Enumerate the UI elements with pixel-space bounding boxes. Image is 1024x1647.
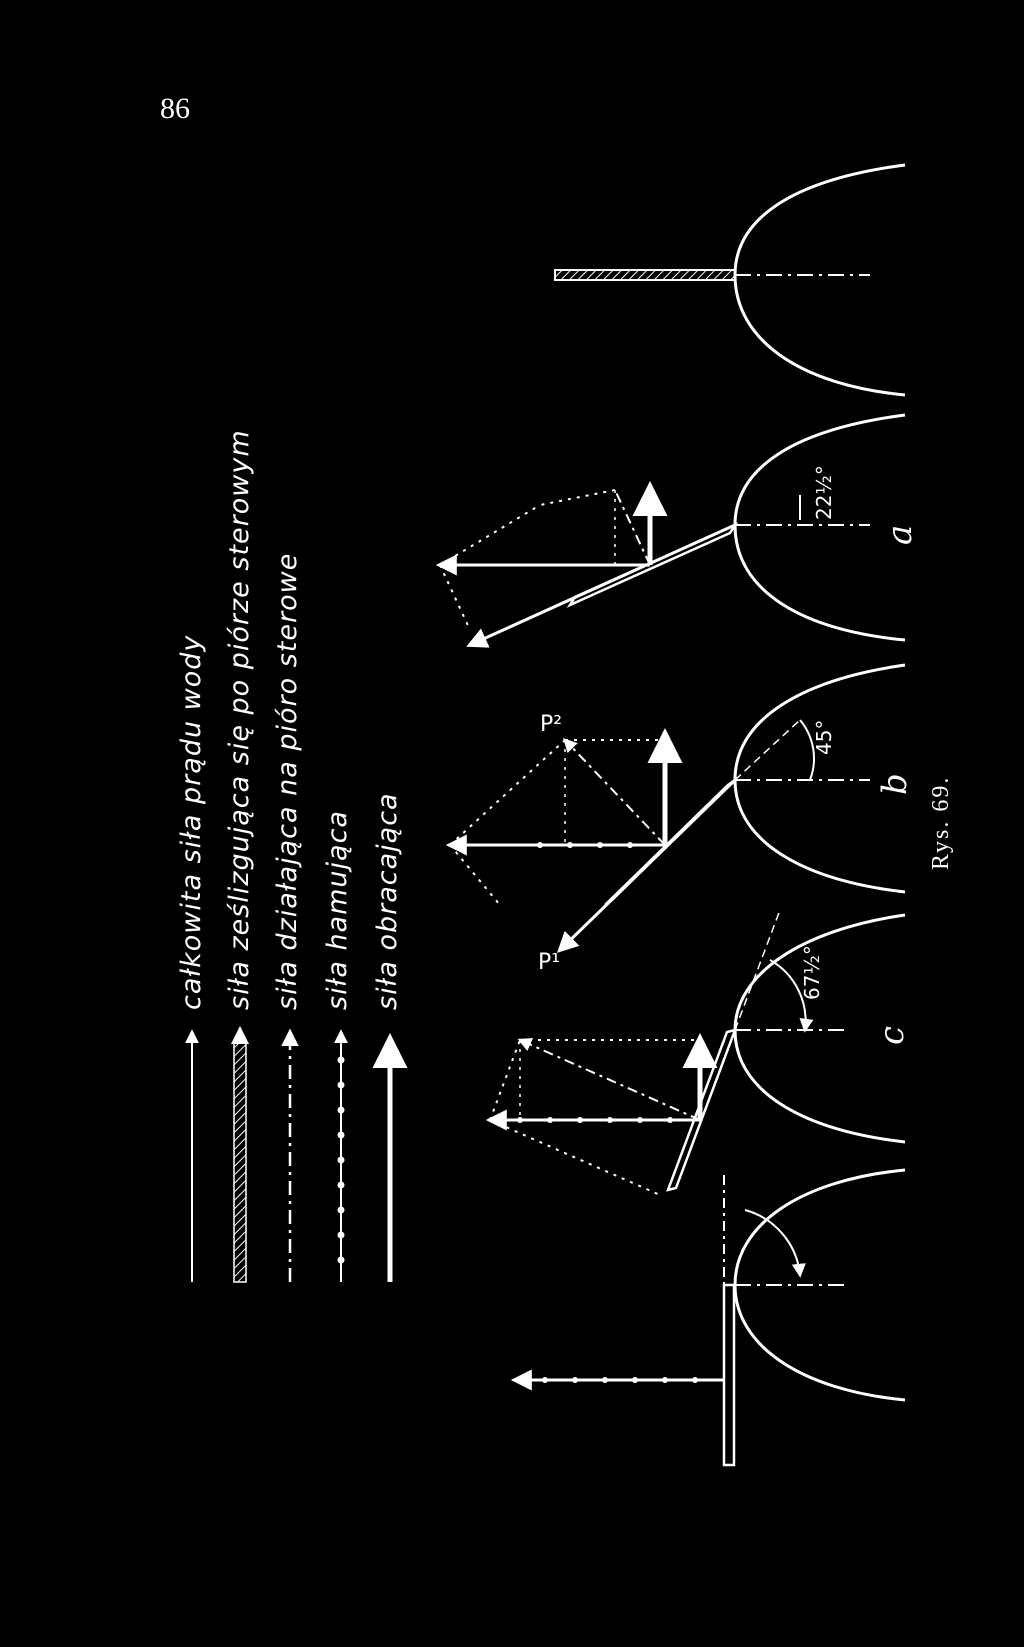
legend-label-2: siła ześlizgująca się po piórze sterowym (224, 429, 255, 1010)
case-bottom-vectors (515, 1175, 800, 1465)
legend-label-5: siła obracająca (372, 792, 403, 1010)
rudder-b (605, 780, 735, 905)
legend-arrow-hatched (231, 1026, 249, 1282)
case-label-a: a (880, 524, 920, 545)
rudder-bottom (724, 1285, 734, 1465)
legend-arrow-beaded (338, 1032, 345, 1282)
page-number: 86 (160, 92, 190, 125)
angle-label-c: 67½° (800, 945, 824, 1000)
case-label-b: b (875, 773, 915, 795)
rudder-top (555, 270, 735, 280)
legend-label-4: siła hamująca (322, 810, 353, 1010)
angle-label-b: 45° (812, 719, 836, 755)
case-label-c: c (872, 1025, 912, 1045)
legend-arrows (192, 1026, 390, 1282)
hull-top (735, 165, 905, 395)
angle-label-a: 22½° (812, 465, 836, 520)
force-label-p1: P¹ (538, 950, 561, 975)
legend-label-1: całkowita siła prądu wody (176, 634, 207, 1010)
legend-label-3: siła działająca na pióro sterowe (272, 552, 303, 1010)
figure-caption: Rys. 69. (928, 775, 954, 870)
force-label-p2: P² (540, 712, 563, 737)
